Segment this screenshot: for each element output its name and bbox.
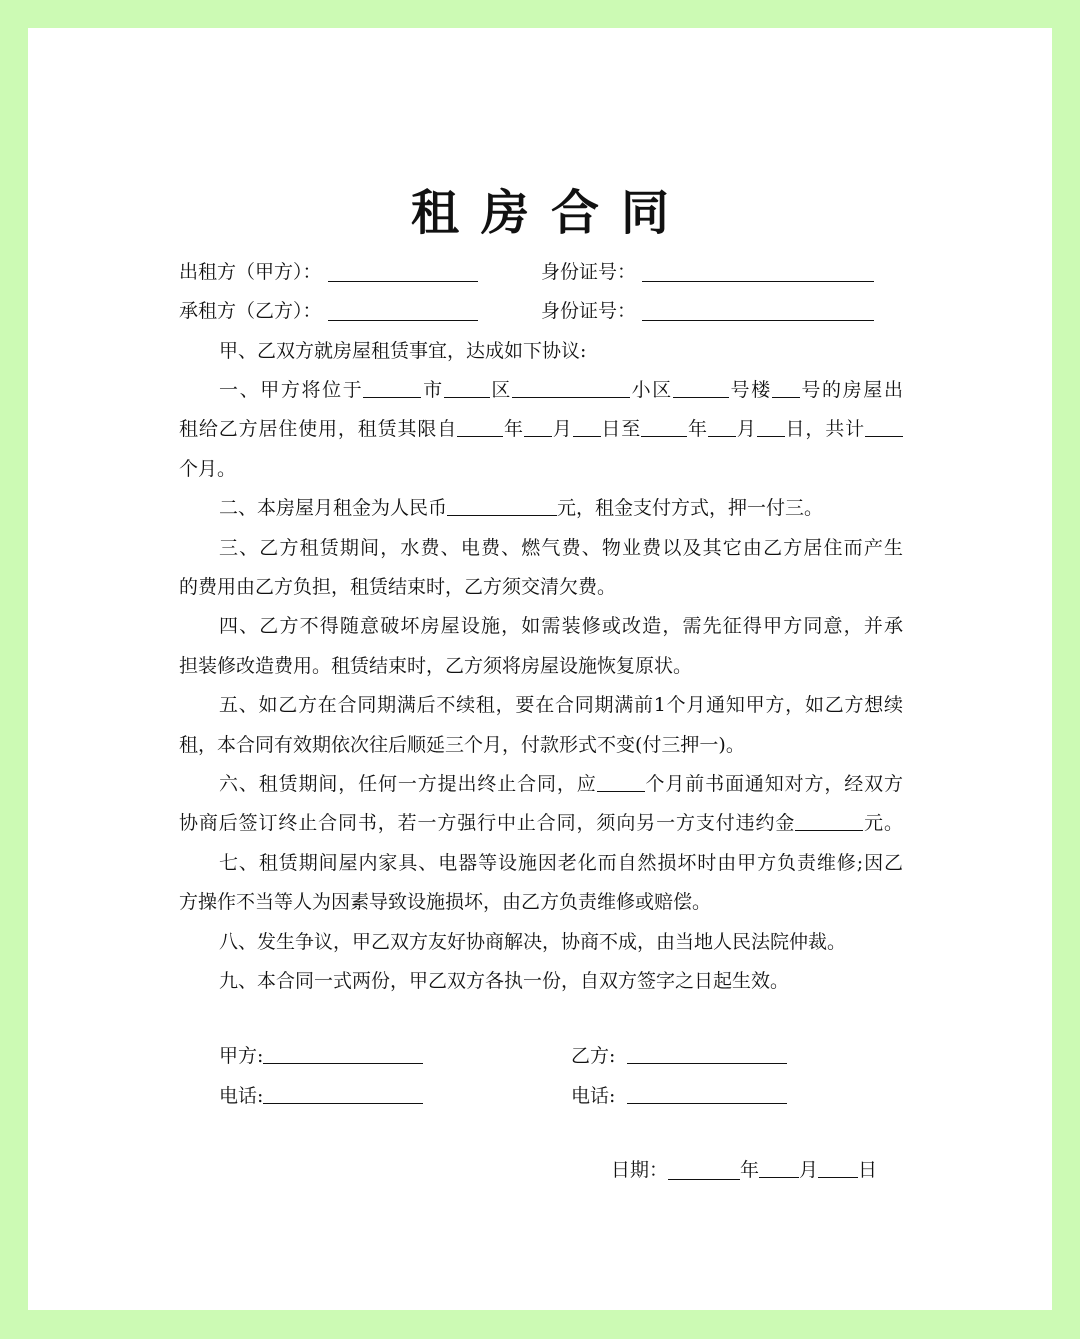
party-a-signature-field[interactable] (263, 1044, 423, 1064)
clause3-line2: 的费用由乙方负担，租赁结束时，乙方须交清欠费。 (179, 576, 617, 598)
party-b-phone-label: 电话: (571, 1085, 616, 1107)
community-field[interactable] (512, 378, 630, 398)
party-a-phone-field[interactable] (263, 1084, 423, 1104)
start-year-field[interactable] (457, 417, 503, 437)
lessee-label: 承租方（乙方）： (179, 300, 322, 322)
end-month-field[interactable] (708, 417, 736, 437)
clause6-line2: 协商后签订终止合同书，若一方强行中止合同，须向另一方支付违约金 元。 (179, 812, 903, 834)
lessee-id-field[interactable] (642, 300, 874, 321)
party-b-label: 乙方: (571, 1045, 616, 1067)
clause1-line2: 租给乙方居住使用，租赁其限自 年 月 日至 年 月 日，共计 (179, 416, 903, 442)
start-month-field[interactable] (524, 417, 552, 437)
lessor-id-row (541, 259, 874, 285)
contract-sheet (28, 28, 1052, 1310)
lessor-id-label: 身份证号： (541, 261, 637, 283)
unit-field[interactable] (772, 378, 800, 398)
lessee-id-label: 身份证号： (541, 300, 637, 322)
notice-months-field[interactable] (597, 772, 645, 792)
date-label: 日期： (611, 1159, 669, 1181)
contract-title: 租房合同 (410, 185, 691, 241)
clause2: 二、本房屋月租金为人民币 元，租金支付方式，押一付三。 (219, 497, 824, 519)
party-b-phone-row (571, 1083, 787, 1109)
lessor-name-field[interactable] (328, 261, 478, 282)
clause4-line1: 四、乙方不得随意破坏房屋设施，如需装修或改造，需先征得甲方同意，并承 (219, 615, 903, 637)
lessee-row (179, 298, 478, 324)
penalty-amount-field[interactable] (795, 811, 863, 831)
lessor-row (179, 259, 478, 285)
date-day-field[interactable] (818, 1158, 858, 1178)
start-day-field[interactable] (573, 417, 601, 437)
lessee-id-row (541, 298, 874, 324)
clause1-line3: 个月。 (179, 458, 237, 480)
building-field[interactable] (673, 378, 729, 398)
intro-text: 甲、乙双方就房屋租赁事宜，达成如下协议: (219, 340, 587, 362)
party-a-phone-label: 电话: (219, 1085, 264, 1107)
rent-amount-field[interactable] (447, 496, 557, 516)
clause1-line1: 一、甲方将位于 市 区 小区 号楼 号的房屋出 (219, 379, 903, 401)
total-months-field[interactable] (865, 417, 903, 437)
party-b-sign-row (571, 1043, 787, 1069)
district-field[interactable] (444, 378, 490, 398)
clause7-line2: 方操作不当等人为因素导致设施损坏，由乙方负责维修或赔偿。 (179, 891, 712, 913)
clause4-line2: 担装修改造费用。租赁结束时，乙方须将房屋设施恢复原状。 (179, 655, 693, 677)
party-b-signature-field[interactable] (627, 1044, 787, 1064)
clause3-line1: 三、乙方租赁期间，水费、电费、燃气费、物业费以及其它由乙方居住而产生 (219, 537, 903, 559)
party-a-sign-row (219, 1043, 423, 1069)
lessor-label: 出租方（甲方）： (179, 261, 322, 283)
clause8: 八、发生争议，甲乙双方友好协商解决，协商不成，由当地人民法院仲裁。 (219, 931, 847, 953)
clause5-line2: 租，本合同有效期依次往后顺延三个月，付款形式不变(付三押一)。 (179, 734, 745, 756)
date-row: 日期： 年 月 日 (611, 1159, 878, 1181)
clause6-line1: 六、租赁期间，任何一方提出终止合同，应 个月前书面通知对方，经双方 (219, 773, 903, 795)
clause7-line1: 七、租赁期间屋内家具、电器等设施因老化而自然损坏时由甲方负责维修;因乙 (219, 852, 903, 874)
lessor-id-field[interactable] (642, 261, 874, 282)
end-year-field[interactable] (641, 417, 687, 437)
date-month-field[interactable] (759, 1158, 799, 1178)
end-day-field[interactable] (757, 417, 785, 437)
date-year-field[interactable] (668, 1159, 740, 1180)
clause5-line1: 五、如乙方在合同期满后不续租，要在合同期满前1个月通知甲方，如乙方想续 (219, 694, 903, 716)
party-a-label: 甲方: (219, 1045, 264, 1067)
lessee-name-field[interactable] (328, 300, 478, 321)
party-a-phone-row (219, 1083, 423, 1109)
clause9: 九、本合同一式两份，甲乙双方各执一份，自双方签字之日起生效。 (219, 970, 790, 992)
party-b-phone-field[interactable] (627, 1084, 787, 1104)
city-field[interactable] (363, 378, 421, 398)
